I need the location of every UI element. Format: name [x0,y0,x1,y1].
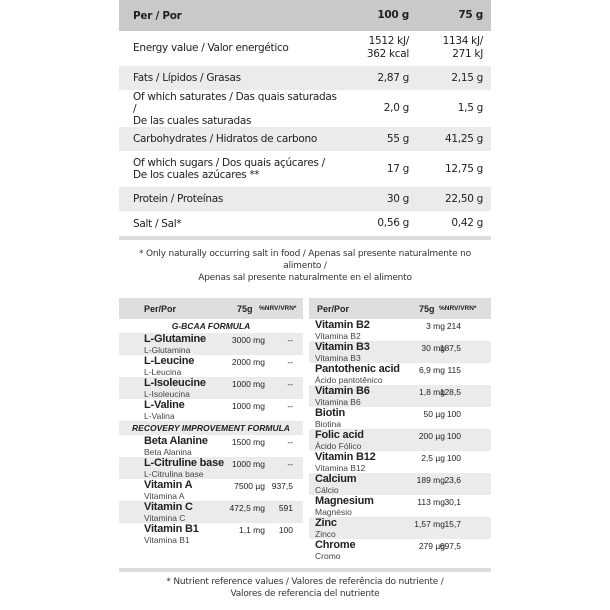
nutrient-nrv: 30,1 [444,497,461,507]
nutrient-name: Vitamin C [144,501,193,513]
nutrient-translation: Ácido pantotênico [315,375,383,385]
nutrient-translation: L-Citrulina base [144,469,204,479]
nutrient-quantity: 1000 mg [231,401,265,411]
nutrient-nrv: 591 [278,503,293,513]
nutrient-name: Beta Alanine [144,435,208,447]
nutrient-row [119,523,303,545]
nrv-footnote: * Nutrient reference values / Valores de referência do nutriente / Valores de referencia del nutriente [166,577,444,599]
nutrient-quantity: 1,1 mg [239,525,265,535]
nutrient-nrv: 128,5 [439,387,461,397]
row-label: Fats / Lípidos / Grasas [133,72,241,84]
nutrition-table [119,0,491,240]
section-recovery: RECOVERY IMPROVEMENT FORMULA [119,421,303,435]
value-100g: 2,0 g [383,102,409,114]
header-75g: 75g [237,303,253,314]
nutrient-translation: Beta Alanina [144,447,192,457]
nutrient-row [309,385,491,407]
table-row [119,66,491,90]
nutrient-name: Chrome [315,539,356,551]
nutrient-quantity: 472,5 mg [229,503,265,513]
divider [119,568,491,572]
nutrient-nrv: 100 [446,409,461,419]
value-75g: 1134 kJ/ 271 kJ [442,34,483,60]
nutrient-name: L-Leucine [144,355,195,367]
nutrient-name: Vitamin B12 [315,451,376,463]
nutrient-translation: Zinco [315,529,336,539]
nutrient-nrv: -- [287,379,293,389]
nutrient-name: Folic acid [315,429,364,441]
nutrient-row [119,355,303,377]
nutrient-nrv: 187,5 [439,343,461,353]
value-75g: 0,42 g [451,217,483,229]
nutrient-nrv: 697,5 [439,541,461,551]
nutrient-quantity: 1,57 mg [414,519,445,529]
table-header [309,298,491,319]
divider [119,236,491,240]
nutrient-quantity: 1500 mg [231,437,265,447]
section-gbcaa: G-BCAA FORMULA [171,321,251,331]
nutrient-row [309,539,491,561]
table-row [119,127,491,151]
nutrient-translation: Vitamina B2 [315,331,361,341]
nutrient-translation: Cromo [315,551,341,561]
value-100g: 55 g [386,132,409,145]
header-label: Per/Por [144,303,177,314]
nutrient-quantity: 1,8 mg [419,387,445,397]
nutrient-name: Zinc [315,517,337,529]
nutrient-name: Magnesium [315,495,374,507]
nutrient-quantity: 189 mg [416,475,445,485]
nutrient-row [309,363,491,385]
nutrient-nrv: 15,7 [444,519,461,529]
nutrient-translation: Cálcio [315,485,339,495]
nutrient-row [309,473,491,495]
nutrient-quantity: 200 µg [418,431,445,441]
header-100g: 100 g [377,9,409,21]
nutrient-row [119,333,303,355]
row-label: Salt / Sal* [133,217,182,230]
nutrient-name: L-Valine [144,399,185,411]
table-row [119,151,491,187]
value-75g: 1,5 g [457,102,483,114]
nutrient-quantity: 279 µg [418,541,445,551]
header-label: Per / Por [133,9,182,22]
nutrient-quantity: 2000 mg [231,357,265,367]
nutrient-row [119,377,303,399]
nutrient-nrv: -- [287,357,293,367]
nutrient-translation: L-Isoleucina [144,389,190,399]
header-75g: 75 g [458,9,483,21]
row-label: Of which saturates / Das quais saturadas / De las cuales saturadas [133,90,337,127]
nutrient-name: Pantothenic acid [315,363,400,375]
nutrient-name: L-Glutamine [144,333,206,345]
nutrient-translation: Vitamina C [144,513,186,523]
nutrient-name: L-Isoleucine [144,377,206,389]
salt-footnote: * Only naturally occurring salt in food / Apenas sal presente naturalmente no alimento / Apenas sal presente naturalmente en el alimento [139,249,471,283]
nutrient-quantity: 113 mg [417,497,445,507]
row-label: Carbohydrates / Hidratos de carbono [133,133,317,145]
nutrient-translation: Biotina [315,419,341,429]
value-75g: 22,50 g [445,192,483,205]
nutrient-row [119,435,303,457]
nutrient-row [309,495,491,517]
row-label: Protein / Proteínas [133,193,224,205]
nutrient-quantity: 6,9 mg [419,365,445,375]
nutrient-nrv: 937,5 [271,481,293,491]
nutrient-nrv: -- [287,335,293,345]
right-nutrient-table [309,298,491,561]
nutrient-translation: Vitamina A [144,491,185,501]
value-100g: 30 g [386,192,409,205]
nutrient-translation: Vitamina B6 [315,397,361,407]
nutrient-translation: L-Leucina [144,367,182,377]
value-75g: 12,75 g [445,162,483,175]
nutrient-nrv: -- [287,401,293,411]
nutrient-quantity: 3 mg [426,321,445,331]
nutrient-name: Calcium [315,473,357,485]
nutrient-translation: Vitamina B1 [144,535,190,545]
table-header [119,0,491,31]
nutrient-name: Vitamin B1 [144,523,199,535]
nutrient-quantity: 1000 mg [231,459,265,469]
nutrient-name: Biotin [315,407,345,419]
nutrient-translation: Ácido Fólico [315,441,362,451]
nutrient-row [119,457,303,479]
value-100g: 0,56 g [377,217,409,229]
table-row [119,187,491,211]
nutrient-row [119,479,303,501]
left-nutrient-table [119,298,303,545]
nutrient-nrv: 214 [446,321,461,331]
nutrient-translation: L-Valina [144,411,175,421]
nutrient-nrv: 100 [278,525,293,535]
nutrient-row [309,429,491,451]
table-row [119,211,491,236]
value-100g: 2,87 g [377,71,409,84]
row-label: Of which sugars / Dos quais açúcares / De los cuales azúcares ** [133,157,325,181]
nutrient-translation: L-Glutamina [144,345,191,355]
row-label: Energy value / Valor energético [133,41,289,54]
nutrient-quantity: 2,5 µg [421,453,445,463]
nutrient-name: Vitamin B6 [315,385,370,397]
nutrient-name: Vitamin A [144,479,193,491]
table-header [119,298,303,319]
nutrient-quantity: 1000 mg [231,379,265,389]
nutrient-translation: Vitamina B12 [315,463,366,473]
header-75g: 75g [419,303,435,314]
nutrient-row [309,451,491,473]
nutrient-row [309,341,491,363]
header-nrv: %NRV/VRN* [259,305,297,312]
nutrient-row [119,399,303,421]
nutrient-nrv: -- [287,437,293,447]
nutrient-row [119,501,303,523]
nutrient-name: Vitamin B2 [315,319,370,331]
value-100g: 1512 kJ/ 362 kcal [366,34,409,60]
nutrient-nrv: -- [287,459,293,469]
nutrient-name: L-Citruline base [144,457,224,469]
table-row [119,31,491,64]
header-nrv: %NRV/VRN* [439,305,477,312]
nutrient-nrv: 100 [446,453,461,463]
nutrient-translation: Magnésio [315,507,352,517]
value-75g: 41,25 g [445,132,483,145]
nutrient-row [309,407,491,429]
nutrient-name: Vitamin B3 [315,341,370,353]
nutrient-quantity: 50 µg [423,409,445,419]
nutrient-row [309,319,491,341]
value-75g: 2,15 g [451,71,483,84]
nutrient-nrv: 115 [447,365,461,375]
table-row [119,90,491,127]
nutrient-translation: Vitamina B3 [315,353,361,363]
nutrient-row [309,517,491,539]
header-label: Per/Por [317,303,350,314]
nutrient-quantity: 30 mg [421,343,445,353]
nutrient-quantity: 3000 mg [231,335,265,345]
value-100g: 17 g [386,162,409,175]
nutrient-quantity: 7500 µg [234,481,265,491]
nutrient-nrv: 100 [446,431,461,441]
nutrient-nrv: 23,6 [444,475,461,485]
